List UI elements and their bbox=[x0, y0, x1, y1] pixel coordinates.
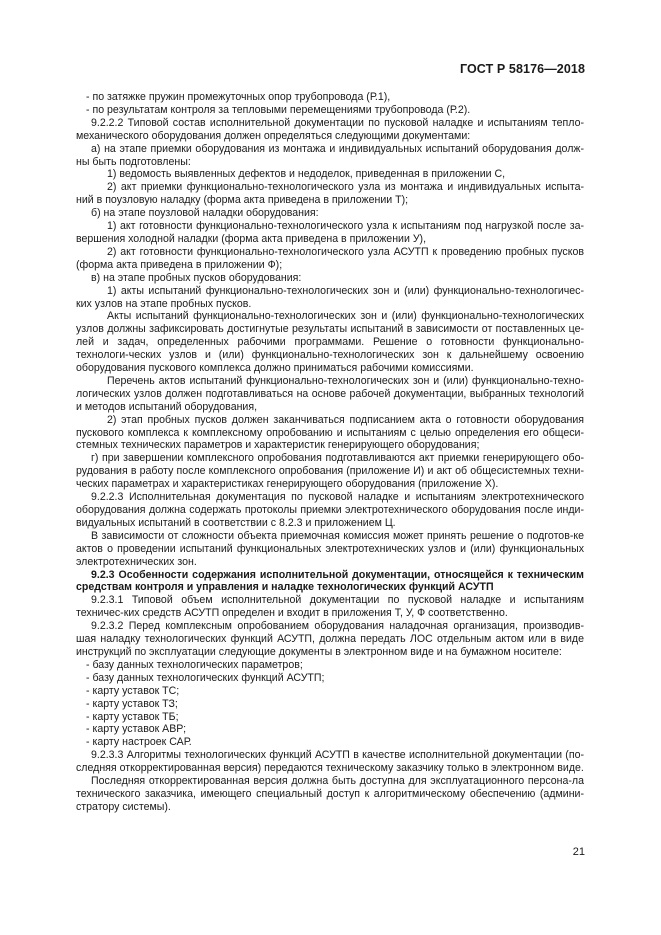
paragraph: 1) ведомость выявленных дефектов и недоделок, приведенная в приложении С, bbox=[107, 168, 506, 181]
paragraph: 2) этап пробных пусков должен заканчиваться подписанием акта о готовности оборудования пускового комплекса к комплексному опробованию и испытаниям с целью определения его общеси-стемных технических параметров и характеристик генерирующего оборудования; bbox=[76, 413, 584, 452]
paragraph: в) на этапе пробных пусков оборудования: bbox=[91, 271, 302, 284]
paragraph: 1) акты испытаний функционально-технологических зон и (или) функционально-технологичес-ких узлов на этапе пробных пусков. bbox=[76, 284, 584, 310]
list-item: - базу данных технологических параметров; bbox=[86, 658, 303, 671]
list-item: - карту уставок ТЗ; bbox=[86, 697, 178, 710]
list-item: - карту уставок АВР; bbox=[86, 723, 187, 736]
paragraph: 2) акт приемки функционально-технологического узла из монтажа и индивидуальных испыта-ний в поузловую наладку (форма акта приведена в приложении Т); bbox=[76, 181, 584, 207]
paragraph: а) на этапе приемки оборудования из монтажа и индивидуальных испытаний оборудования долж-ны быть подготовлены: bbox=[76, 142, 584, 168]
paragraph: 9.2.3.1 Типовой объем исполнительной документации по пусковой наладке и испытаниям техничес-ких средств АСУТП определен и входит в приложения Т, У, Ф соответственно. bbox=[76, 594, 584, 620]
list-item: - базу данных технологических функций АСУТП; bbox=[86, 671, 325, 684]
document-body bbox=[76, 91, 584, 814]
paragraph: г) при завершении комплексного опробования подготавливаются акт приемки генерирующего обо-рудования в работу после комплексного опробования (приложение И) и акт об общесистемных техни-ческих параметрах и характеристиках генерирующего оборудования (приложение Х). bbox=[76, 452, 584, 491]
paragraph: 9.2.2.2 Типовой состав исполнительной документации по пусковой наладке и испытаниям тепло-механического оборудования должен определяться следующими документами: bbox=[76, 116, 584, 142]
paragraph: Перечень актов испытаний функционально-технологических зон и (или) функционально-техно-логических узлов должен подготавливаться на основе рабочей документации, выбранных технологий и методов испытаний оборудования, bbox=[76, 374, 584, 413]
paragraph: б) на этапе поузловой наладки оборудования: bbox=[91, 207, 319, 220]
list-item: - по результатам контроля за тепловыми перемещениями трубопровода (Р.2). bbox=[86, 103, 471, 116]
paragraph: Последняя откорректированная версия должна быть доступна для эксплуатационного персона-ла технического заказчика, имеющего специальный доступ к алгоритмическому обеспечению (админи-стратору системы). bbox=[76, 775, 584, 813]
paragraph: 9.2.3.3 Алгоритмы технологических функций АСУТП в качестве исполнительной документации (по-следняя откорректированная версия) передаются техническому заказчику только в электронном виде. bbox=[76, 749, 584, 775]
paragraph: 9.2.3.2 Перед комплексным опробованием оборудования наладочная организация, производив-шая наладку технологических функций АСУТП, должна передать ЛОС отдельным актом или в виде инструкций по эксплуатации следующие документы в электронном виде и на бумажном носителе: bbox=[76, 620, 584, 658]
section-heading: 9.2.3 Особенности содержания исполнительной документации, относящейся к техническим средствам контроля и управления и наладке технологических функций АСУТП bbox=[76, 568, 584, 594]
paragraph: 1) акт готовности функционально-технологического узла к испытаниям под нагрузкой после за-вершения холодной наладки (форма акта приведена в приложении У), bbox=[76, 220, 584, 245]
paragraph: 2) акт готовности функционально-технологического узла АСУТП к проведению пробных пусков (форма акта приведена в приложении Ф); bbox=[76, 245, 584, 271]
list-item: - по затяжке пружин промежуточных опор трубопровода (Р.1), bbox=[86, 91, 391, 103]
paragraph: В зависимости от сложности объекта приемочная комиссия может принять решение о подготов-ке актов о проведении испытаний функциональных электротехнических узлов и (или) функциональных электротехнических зон. bbox=[76, 529, 584, 568]
paragraph: Акты испытаний функционально-технологических зон и (или) функционально-технологических узлов должны зафиксировать достигнутые результаты испытаний в зависимости от поставленных це-лей и задач, определенных рабочими программами. Решение о готовности функционально-технологи-ческих узлов и (или) функционально-технологических зон к дальнейшему освоению оборудования пускового комплекса должно приниматься рабочими комиссиями. bbox=[76, 310, 584, 375]
paragraph: 9.2.2.3 Исполнительная документация по пусковой наладке и испытаниям электротехнического оборудования должна содержать протоколы приемки электротехнического оборудования после инди-видуальных испытаний в соответствии с 8.2.3 и приложением Ц. bbox=[76, 491, 584, 529]
list-item: - карту уставок ТБ; bbox=[86, 710, 179, 723]
page-number: 21 bbox=[572, 846, 585, 858]
document-header: ГОСТ Р 58176—2018 bbox=[459, 62, 585, 76]
list-item: - карту уставок ТС; bbox=[86, 684, 180, 697]
list-item: - карту настроек САР. bbox=[86, 736, 192, 749]
